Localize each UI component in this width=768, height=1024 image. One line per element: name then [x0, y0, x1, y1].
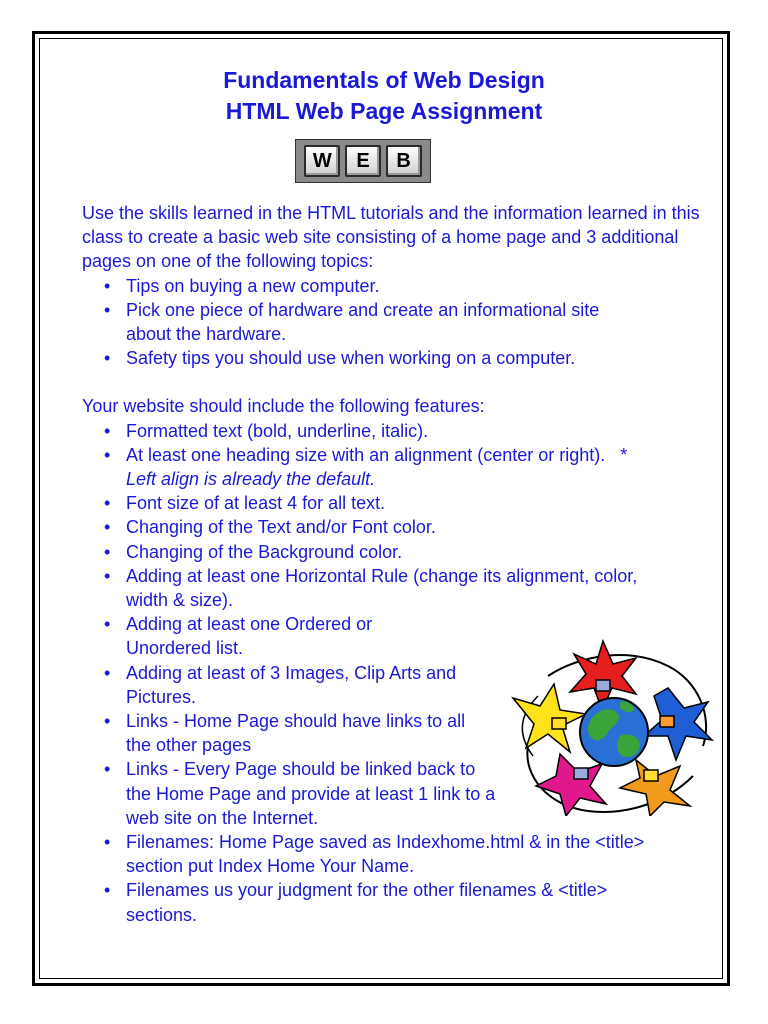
list-item: • Adding at least of 3 Images, Clip Arts and Pictures.: [126, 661, 506, 709]
list-item: • Adding at least one Ordered or Unordered list.: [126, 612, 416, 660]
list-item: • Tips on buying a new computer.: [126, 274, 702, 298]
heading-feature-text: At least one heading size with an alignment (center or right). *: [126, 444, 628, 465]
web-keyboard-keys-icon: [295, 139, 431, 183]
key-b: B: [386, 145, 422, 177]
list-item: • Changing of the Background color.: [126, 540, 702, 564]
list-item: • Formatted text (bold, underline, italic).: [126, 419, 702, 443]
list-item: • Changing of the Text and/or Font color.: [126, 515, 702, 539]
list-item: • Font size of at least 4 for all text.: [126, 491, 702, 515]
list-item: [126, 443, 702, 491]
intro-paragraph: Use the skills learned in the HTML tutorials and the information learned in this class to create a basic web site consisting of a home page and 3 additional pages on one of the following topics:: [82, 203, 700, 272]
features-intro: Your website should include the following features:: [82, 396, 485, 417]
title-line-2: HTML Web Page Assignment: [225, 98, 543, 124]
key-w: W: [304, 145, 340, 177]
list-item: • Filenames: Home Page saved as Indexhome.html & in the <title> section put Index Home Your Name.: [126, 830, 656, 878]
list-item: • Filenames us your judgment for the other filenames & <title> sections.: [126, 878, 671, 926]
key-e: E: [345, 145, 381, 177]
assignment-body: [82, 201, 702, 927]
globe-with-people-clipart-icon: [508, 636, 718, 816]
title-line-1: Fundamentals of Web Design: [223, 67, 545, 93]
list-item: • Adding at least one Horizontal Rule (change its alignment, color, width & size).: [126, 564, 666, 612]
list-item: • Pick one piece of hardware and create an informational site about the hardware.: [126, 298, 646, 346]
list-item: • Links - Home Page should have links to all the other pages: [126, 709, 486, 757]
left-align-note: Left align is already the default.: [126, 469, 376, 490]
list-item: • Safety tips you should use when working on a computer.: [126, 346, 702, 370]
list-item: • Links - Every Page should be linked back to the Home Page and provide at least 1 link to a web site on the Internet.: [126, 757, 498, 830]
topics-list: [82, 274, 702, 371]
